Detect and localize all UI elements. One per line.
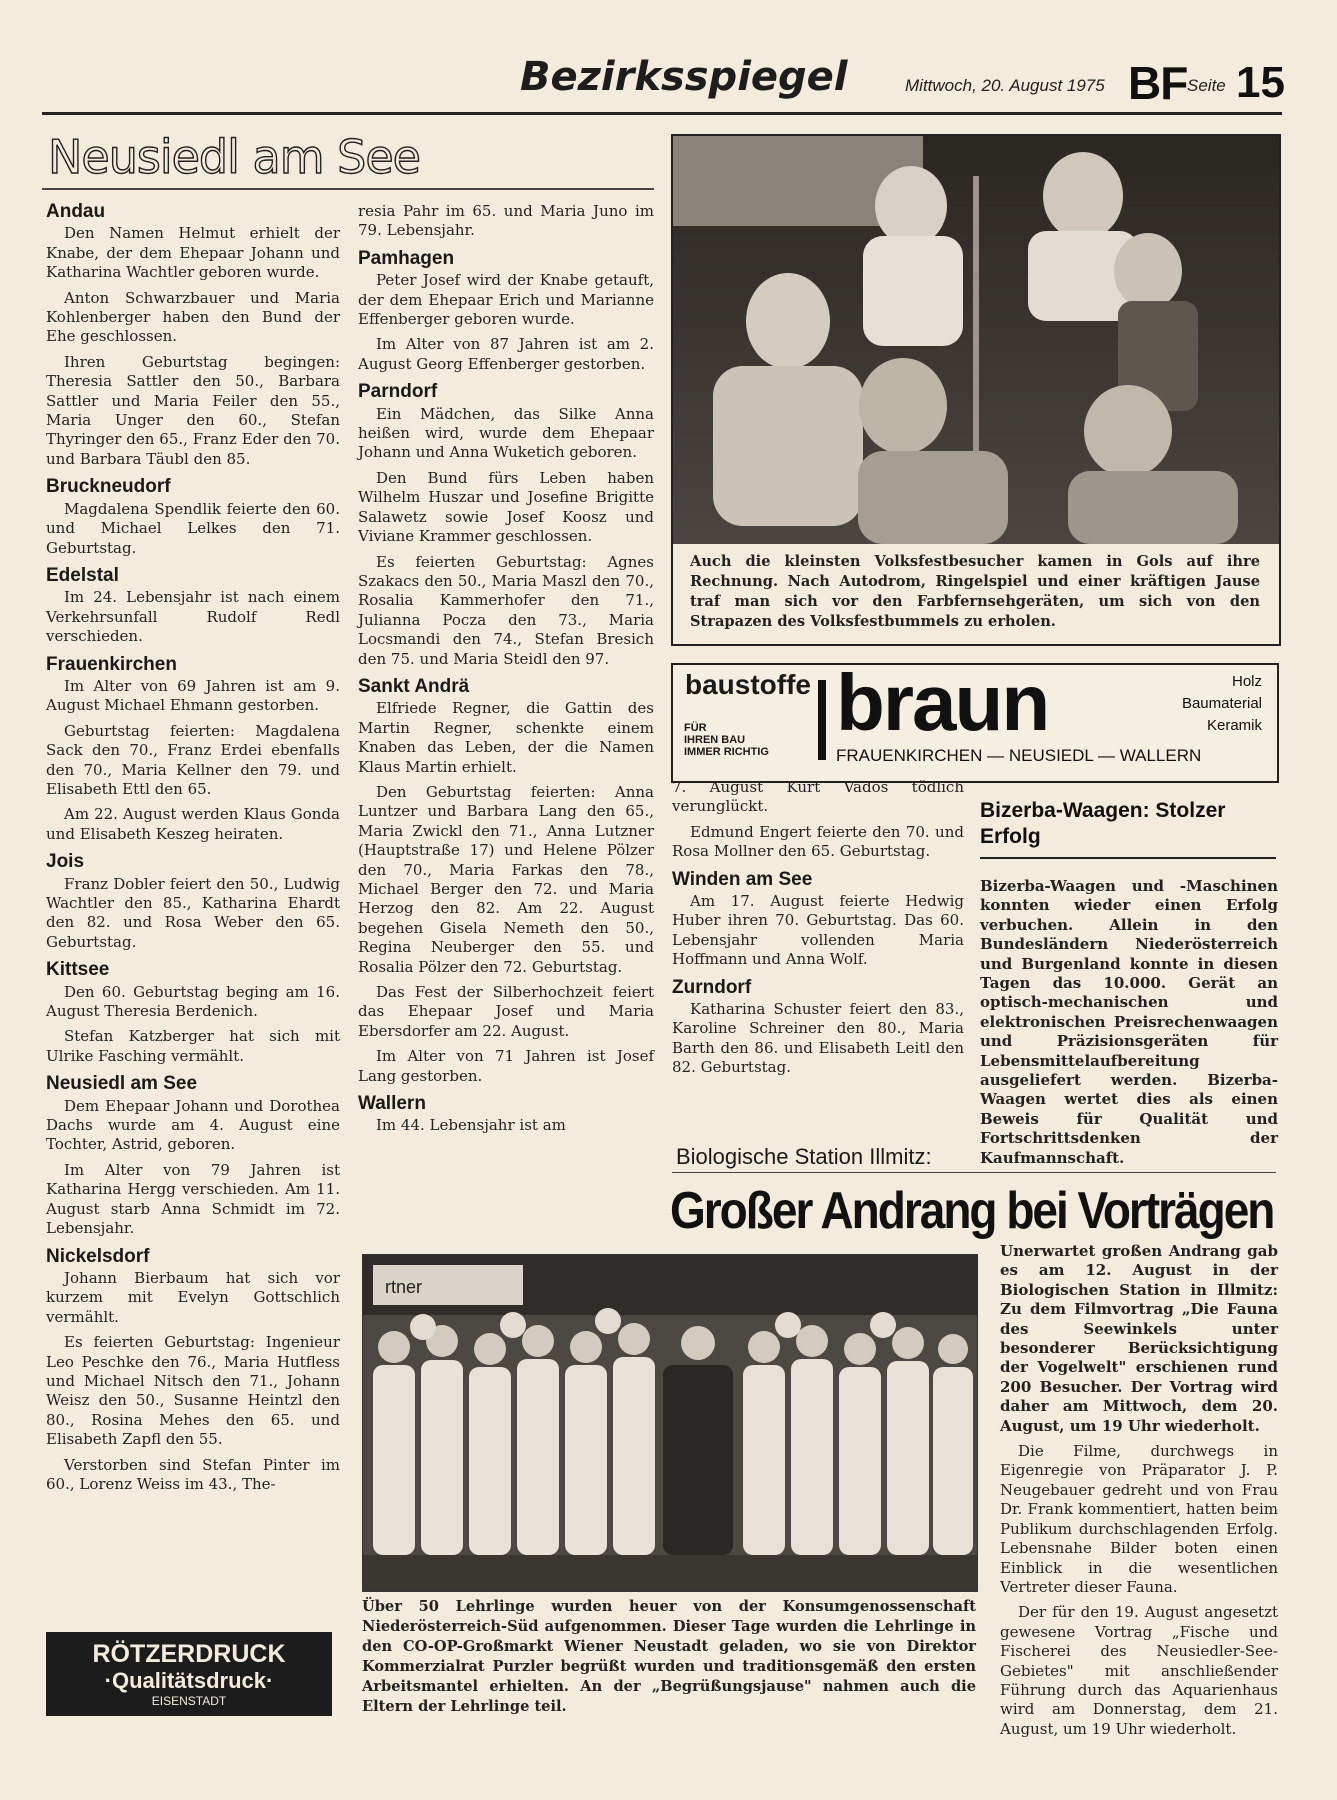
paragraph: Unerwartet großen Andrang gab es am 12. August in der Biologischen Station in Illmitz: Zu dem Filmvortrag „Die Fauna des Seewinkels unter besonderer Berücksichtigung der Vogelwelt" erschienen rund 200 Besucher. Der Vortrag wird daher am Mittwoch, dem 20. August, um 19 Uhr wiederholt. — [1000, 1242, 1278, 1435]
photo-caption-apprentices: Über 50 Lehrlinge wurden heuer von der Konsumgenossenschaft Niederösterreich-Süd aufgenommen. Dieser Tage wurden die Lehrlinge in den CO-OP-Großmarkt Wiener Neustadt geladen, wo sie von Direktor Kommerzialrat Purzler begrüßt wurden und traditionsgemäß den ersten Arbeitsmantel erhielten. An der „Begrüßungsjause" nahmen auch die Eltern der Lehrlinge teil. — [362, 1598, 976, 1715]
paragraph: Elfriede Regner, die Gattin des Martin Regner, schenkte einem Knaben das Leben, der die Namen Klaus Martin erhielt. — [358, 699, 654, 776]
paragraph: Den Bund fürs Leben haben Wilhelm Huszar und Josefine Brigitte Salawetz sowie Josef Koosz und Viviane Krammer geschlossen. — [358, 468, 654, 546]
bizerba-headline: Bizerba-Waagen: Stolzer Erfolg — [980, 799, 1226, 848]
bio-rule — [672, 1172, 1276, 1173]
heading-parndorf: Parndorf — [358, 381, 438, 403]
paragraph: Magdalena Spendlik feierte den 60. und Michael Lelkes den 71. Geburtstag. — [46, 499, 340, 557]
paragraph: 7. August Kurt Vados tödlich verunglückt. — [672, 778, 964, 816]
photo-apprentices — [362, 1254, 978, 1592]
masthead-rule — [42, 188, 654, 190]
paragraph: Im Alter von 87 Jahren ist am 2. August Georg Effenberger gestorben. — [358, 335, 654, 373]
heading-winden: Winden am See — [672, 868, 813, 890]
heading-jois: Jois — [46, 851, 85, 873]
paragraph: Im 44. Lebensjahr ist am — [376, 1116, 566, 1135]
paragraph: Am 22. August werden Klaus Gonda und Elisabeth Keszeg heiraten. — [46, 805, 340, 843]
ad-roetzer-city: EISENSTADT — [151, 1694, 227, 1708]
bio-kicker: Biologische Station Illmitz: — [676, 1144, 932, 1169]
paragraph: Edmund Engert feierte den 70. und Rosa Mollner den 65. Geburtstag. — [672, 822, 964, 861]
section-title: Bezirksspiegel — [520, 54, 848, 100]
paragraph: Es feierten Geburtstag: Ingenieur Leo Peschke den 76., Maria Hutfless und Michael Nitsch den 71., Johann Weisz den 50., Susanne Heintzl den 80., Rosina Mehes den 65. und Elisabeth Zapfl den 55. — [46, 1333, 340, 1449]
paragraph: Verstorben sind Stefan Pinter im 60., Lorenz Weiss im 43., The- — [46, 1455, 340, 1493]
paragraph: Die Filme, durchwegs in Eigenregie von Präparator J. P. Neugebauer gedreht und von Frau Dr. Frank kommentiert, hatten beim Publikum durchschlagenden Erfolg. Lebensnahe Bilder boten einen Einblick in die wesentlichen Vertreter dieser Fauna. — [1000, 1442, 1278, 1596]
page-label: Seite — [1187, 76, 1226, 95]
column-1 — [46, 202, 340, 1500]
paragraph: Am 17. August feierte Hedwig Huber ihren 70. Geburtstag. Das 60. Lebensjahr vollenden Maria Hoffmann und Anna Wolf. — [672, 892, 964, 969]
ad-slogan-line: IHREN BAU — [684, 734, 746, 746]
issue-date: Mittwoch, 20. August 1975 — [905, 76, 1105, 95]
brand-logo: BF — [1128, 57, 1188, 109]
column-3 — [672, 778, 964, 1084]
paragraph: Stefan Katzberger hat sich mit Ulrike Fasching vermählt. — [46, 1027, 340, 1065]
ad-braun-logo: braun — [836, 658, 1049, 747]
paragraph: Den Namen Helmut erhielt der Knabe, der dem Ehepaar Johann und Katharina Wachtler geboren wurde. — [46, 224, 340, 282]
heading-andau: Andau — [46, 201, 106, 222]
ad-material: Keramik — [1206, 717, 1262, 734]
ad-slogan-line: IMMER RICHTIG — [684, 746, 769, 758]
heading-sankt-andrae: Sankt Andrä — [358, 675, 470, 697]
paragraph: Der für den 19. August angesetzt gewesene Vortrag „Fische und Fischerei des Neusiedler-See-Gebietes" mit anschließender Führung durch das Aquarienhaus wird am Donnerstag, dem 21. August, um 19 Uhr wiederholt. — [1000, 1603, 1278, 1738]
heading-nickelsdorf: Nickelsdorf — [46, 1245, 150, 1267]
ad-slogan — [684, 722, 769, 758]
paragraph: Im Alter von 79 Jahren ist Katharina Hergg verschieden. Am 11. August starb Anna Schmidt im 72. Lebensjahr. — [46, 1160, 340, 1238]
bizerba-rule — [980, 857, 1276, 859]
ad-roetzerdruck — [46, 1632, 332, 1716]
heading-kittsee: Kittsee — [46, 959, 110, 981]
ad-locations: FRAUENKIRCHEN — NEUSIEDL — WALLERN — [836, 746, 1202, 765]
paragraph: Im Alter von 69 Jahren ist am 9. August Michael Ehmann gestorben. — [46, 676, 340, 715]
ad-material: Baumaterial — [1181, 695, 1262, 712]
paragraph: Katharina Schuster feiert den 83., Karoline Schreiner den 80., Maria Barth den 86. und Elisabeth Leitl den 82. Geburtstag. — [672, 1000, 964, 1077]
ad-roetzer-name: RÖTZERDRUCK — [92, 1640, 286, 1668]
column-2 — [358, 202, 654, 1142]
heading-edelstal: Edelstal — [46, 564, 119, 586]
ad-materials — [1142, 671, 1262, 737]
bio-headline: Großer Andrang bei Vorträgen — [670, 1181, 1274, 1240]
paragraph: Peter Josef wird der Knabe getauft, der dem Ehepaar Erich und Marianne Effenberger geboren wurde. — [358, 271, 654, 329]
ad-material: Holz — [1231, 673, 1262, 690]
ad-baustoffe-label: baustoffe — [685, 669, 811, 700]
sign-text: rtner — [385, 1277, 423, 1297]
paragraph: resia Pahr im 65. und Maria Juno im 79. Lebensjahr. — [358, 202, 654, 240]
ad-divider-bar — [818, 680, 826, 760]
paragraph: Ihren Geburtstag begingen: Theresia Sattler den 50., Barbara Sattler und Maria Feiler den 55., Maria Unger den 60., Stefan Thyringer den 65., Franz Eder den 70. und Barbara Täubl den 85. — [46, 352, 340, 468]
heading-neusiedl: Neusiedl am See — [46, 1073, 198, 1095]
paragraph: Im 24. Lebensjahr ist nach einem Verkehrsunfall Rudolf Redl verschieden. — [46, 588, 340, 646]
paragraph: Geburtstag feierten: Magdalena Sack den 70., Franz Erdei ebenfalls den 70., Maria Kellner den 79. und Elisabeth Ettl den 65. — [46, 721, 340, 798]
heading-wallern: Wallern — [358, 1093, 426, 1115]
paragraph: Den 60. Geburtstag beging am 16. August Theresia Berdenich. — [46, 982, 340, 1021]
paragraph: Es feierten Geburtstag: Agnes Szakacs den 50., Maria Maszl den 70., Rosalia Kammerhofer den 71., Julianna Pocza den 73., Maria Locsmandi den 74., Stefan Bresich den 75. und Maria Steidl den 97. — [358, 552, 654, 668]
paragraph: Johann Bierbaum hat sich vor kurzem mit Evelyn Gottschlich vermählt. — [46, 1268, 340, 1326]
paragraph: Franz Dobler feiert den 50., Ludwig Wachtler den 85., Katharina Ehardt den 82. und Rosa Weber den 65. Geburtstag. — [46, 874, 340, 951]
paragraph: Bizerba-Waagen und -Maschinen konnten wieder einen Erfolg verbuchen. Allein in den Bundesländern Niederösterreich und Burgenland konnte in diesen Tagen das 10.000. Gerät an optisch-mechanischen und elektronischen Preisrechenwaagen und Präzisionsgeräten für Lebensmittelaufbereitung ausgeliefert werden. Bizerba-Waagen wertet dies als einen Beweis für Qualität und Fortschrittsdenken der Kaufmannschaft. — [980, 877, 1278, 1167]
ad-roetzer-slogan: ·Qualitätsdruck· — [104, 1668, 274, 1693]
photo-apprentices-image — [363, 1255, 977, 1591]
heading-zurndorf: Zurndorf — [672, 976, 752, 998]
paragraph: Dem Ehepaar Johann und Dorothea Dachs wurde am 4. August eine Tochter, Astrid, geboren. — [46, 1096, 340, 1154]
paragraph: Im Alter von 71 Jahren ist Josef Lang gestorben. — [358, 1047, 654, 1085]
ad-slogan-line: FÜR — [684, 722, 707, 734]
paragraph: Das Fest der Silberhochzeit feiert das Ehepaar Josef und Maria Ebersdorfer am 22. August. — [358, 983, 654, 1040]
paragraph: Ein Mädchen, das Silke Anna heißen wird, wurde dem Ehepaar Johann und Anna Wuketich geboren. — [358, 404, 654, 462]
district-masthead: Neusiedl am See — [48, 130, 420, 184]
header-rule — [42, 112, 1282, 115]
photo-children-image — [673, 136, 1279, 544]
heading-pamhagen: Pamhagen — [358, 247, 455, 269]
paragraph: Anton Schwarzbauer und Maria Kohlenberger haben den Bund der Ehe geschlossen. — [46, 288, 340, 346]
photo-caption-children: Auch die kleinsten Volksfestbesucher kamen in Gols auf ihre Rechnung. Nach Autodrom, Ringelspiel und einer kräftigen Jause traf man sich vor den Farbfernsehgeräten, um sich von den Strapazen des Volksfestbummels zu erholen. — [690, 553, 1260, 630]
paragraph: Den Geburtstag feierten: Anna Luntzer und Barbara Lang den 65., Maria Zwickl den 71., Anna Lutzner (Hauptstraße 17) und Helene Pölzer den 70., Maria Farkas den 78., Michael Berger den 72. und Maria Herzog den 82. Am 22. August begehen Gisela Nemeth den 50., Regina Neuberger den 55. und Rosalia Pölzer den 72. Geburtstag. — [358, 782, 654, 976]
bio-article — [1000, 1242, 1278, 1745]
heading-frauenkirchen: Frauenkirchen — [46, 653, 177, 675]
page-number: 15 — [1236, 58, 1285, 107]
bizerba-article — [980, 877, 1278, 1174]
heading-bruckneudorf: Bruckneudorf — [46, 476, 171, 498]
